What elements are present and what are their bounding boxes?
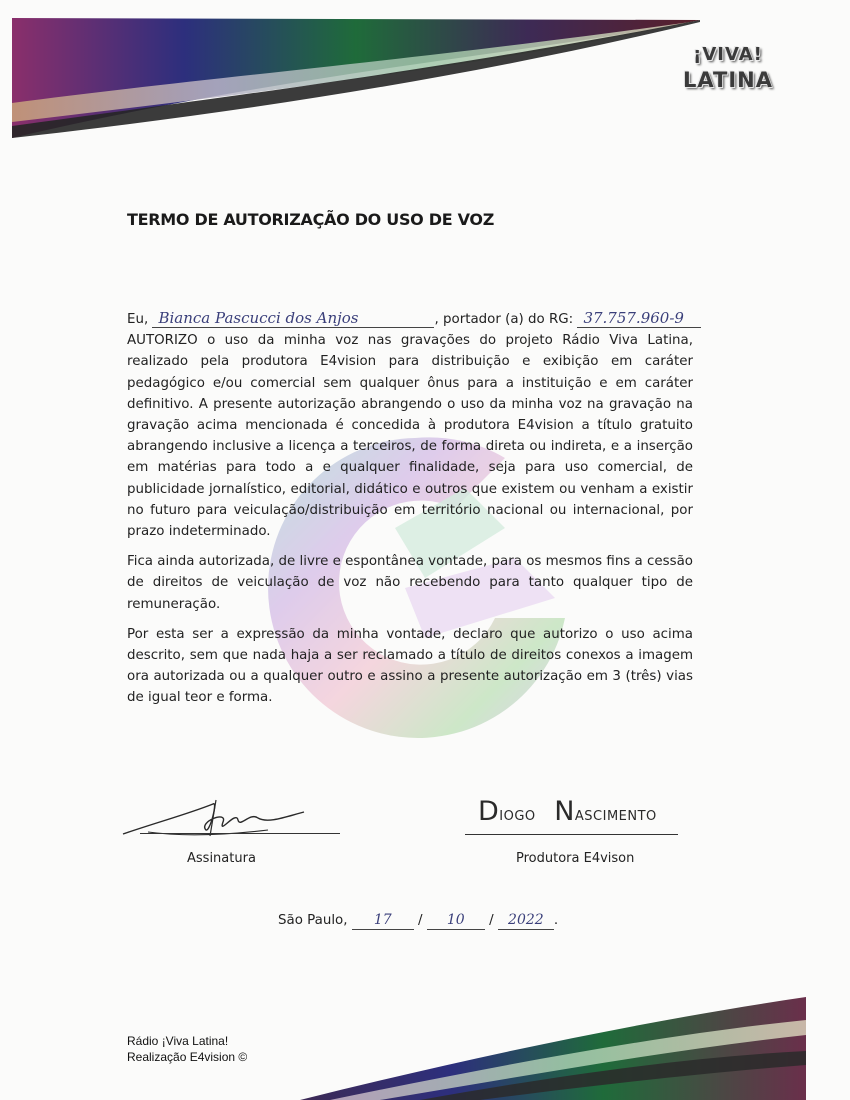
handwritten-producer-signature: [478, 796, 657, 827]
producer-last-rest: ASCIMENTO: [574, 809, 657, 824]
footer-line-radio: Rádio ¡Viva Latina!: [127, 1034, 229, 1048]
handwritten-signature-icon: [118, 792, 308, 842]
producer-first-initial: D: [478, 796, 500, 827]
document-body: [127, 309, 693, 718]
footer-credits: [127, 1033, 247, 1065]
date-line: [278, 912, 558, 930]
handwritten-rg: 37.757.960-9: [577, 310, 701, 328]
paragraph-authorization: AUTORIZO o uso da minha voz nas gravações do projeto Rádio Viva Latina, realizado pela produtora E4vision para distribuição e exibição em caráter pedagógico e/ou comercial sem qualquer ônus para a instituição e em caráter definitivo. A presente autorização abrangendo o uso da minha voz na gravação na gravação acima mencionada é concedida à produtora E4vision a título gratuito abrangendo inclusive a licença a terceiros, de forma direta ou indireta, e a inserção em matérias para todo a e qualquer finalidade, seja para uso comercial, de publicidade jornalístico, editorial, didático e outros que existem ou venham a existir no futuro para veiculação/distribuição em território nacional ou internacional, por prazo indeterminado.: [127, 333, 693, 540]
logo-line-viva: ¡VIVA!: [693, 44, 763, 65]
signature-line-left: [140, 833, 340, 834]
date-separator-2: /: [489, 913, 494, 928]
signature-caption-right: Produtora E4vison: [516, 851, 635, 866]
document-title: TERMO DE AUTORIZAÇÃO DO USO DE VOZ: [127, 210, 495, 229]
date-end-dot: .: [553, 913, 559, 928]
date-month: 10: [427, 912, 485, 930]
eu-label: Eu,: [127, 312, 149, 327]
date-separator-1: /: [418, 913, 423, 928]
viva-latina-logo: [676, 42, 780, 100]
identification-line: [127, 309, 693, 330]
footer-line-realizacao: Realização E4vision ©: [127, 1050, 248, 1064]
logo-line-latina: LATINA: [683, 68, 773, 92]
producer-first-rest: IOGO: [499, 809, 536, 824]
paragraph-rights: Fica ainda autorizada, de livre e espontânea vontade, para os mesmos fins a cessão de direitos de veiculação de voz não recebendo para tanto qualquer tipo de remuneração.: [127, 554, 693, 612]
handwritten-name: Bianca Pascucci dos Anjos: [152, 310, 434, 328]
signature-line-right: [465, 834, 678, 835]
producer-last-initial: N: [554, 796, 575, 827]
paragraph-declaration: Por esta ser a expressão da minha vontade, declaro que autorizo o uso acima descrito, sem que nada haja a ser reclamado a título de direitos conexos a imagem ora autorizada ou a qualquer outro e assino a presente autorização em 3 (três) vias de igual teor e forma.: [127, 626, 693, 706]
rg-label: , portador (a) do RG:: [434, 312, 574, 327]
date-day: 17: [352, 912, 414, 930]
date-year: 2022: [498, 912, 554, 930]
city-label: São Paulo,: [278, 913, 348, 928]
signature-caption-left: Assinatura: [187, 851, 256, 866]
